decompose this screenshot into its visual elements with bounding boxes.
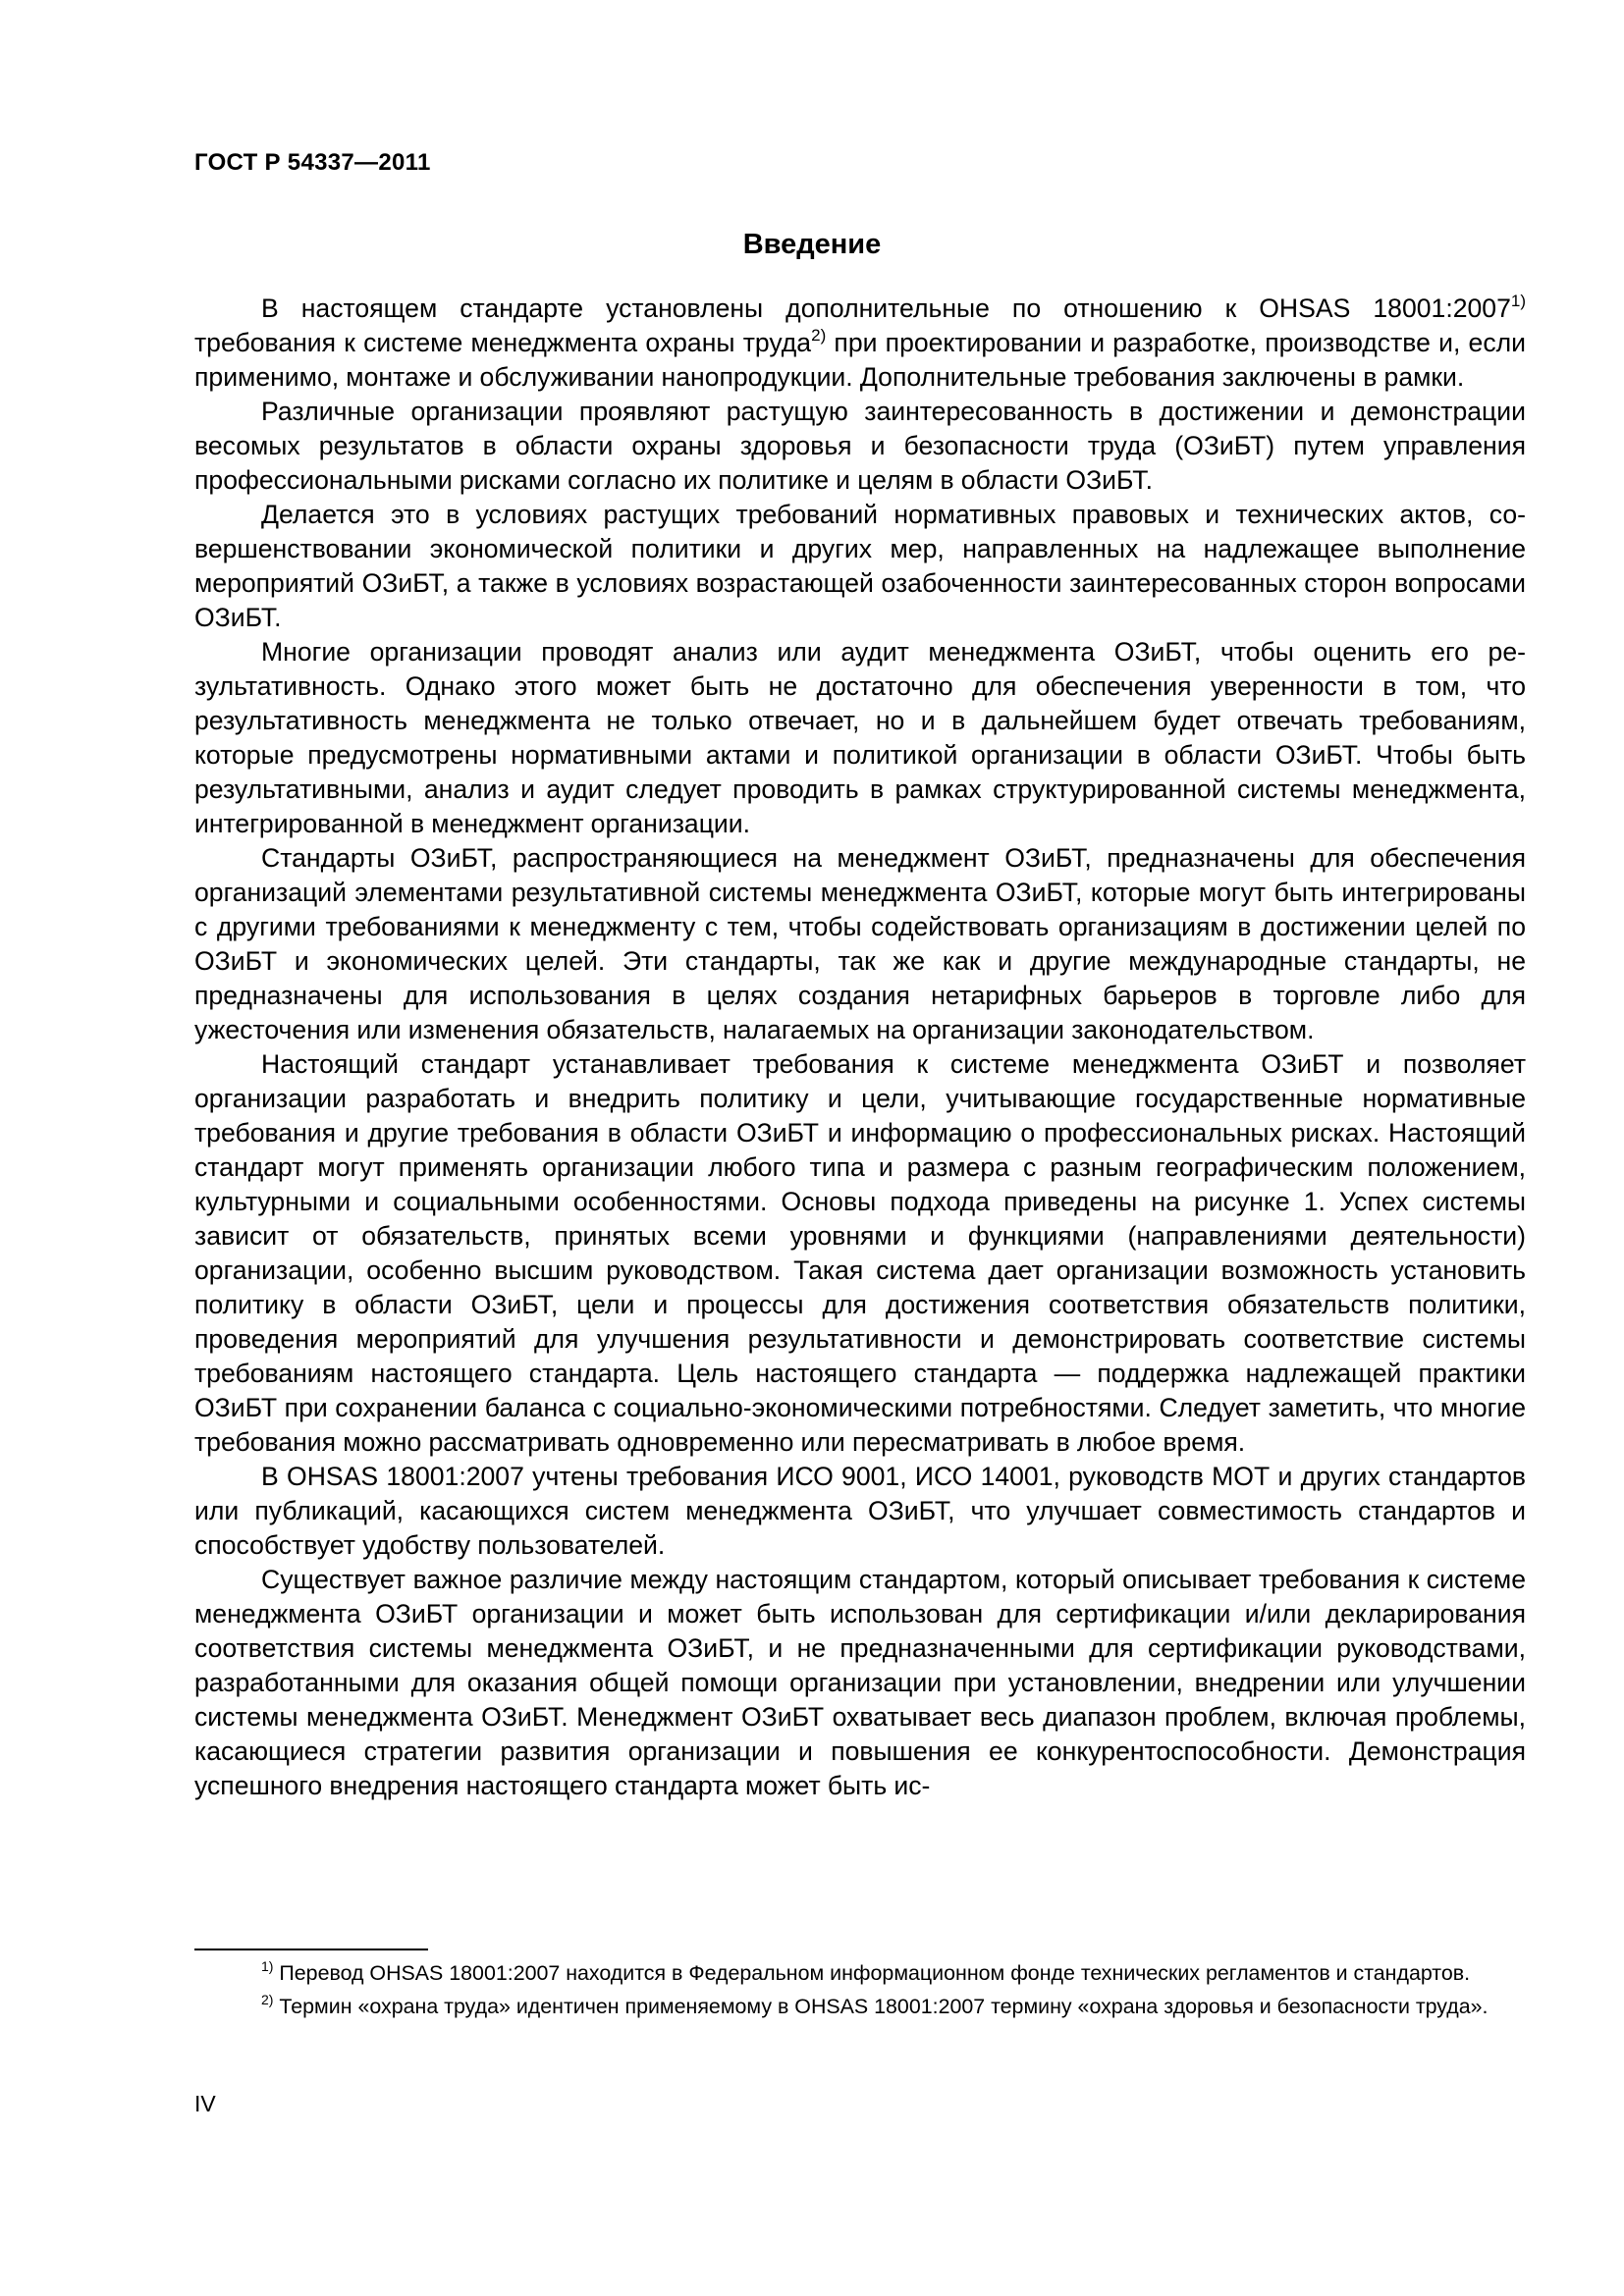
document-code-header: ГОСТ Р 54337—2011 xyxy=(194,149,431,176)
footnote-ref-2: 2) xyxy=(811,326,827,345)
footnote-ref-1: 1) xyxy=(1510,292,1526,310)
paragraph-4: Многие организации проводят анализ или аудит менеджмента ОЗиБТ, чтобы оценить его результативность. Однако этого может быть не достаточно для обеспечения уверенности в том, что результативность менеджмента не только отвечает, но и в дальнейшем будет отвечать требованиям, которые предусмотрены нормативными актами и политикой организации в области ОЗиБТ. Чтобы быть результативными, анализ и аудит следует проводить в рамках структурированной системы менеджмента, интегрированной в менеджмент организации. xyxy=(194,637,1526,838)
paragraph-6: Настоящий стандарт устанавливает требования к системе менеджмента ОЗиБТ и позволяет организации разработать и внедрить политику и цели, учитывающие государственные нормативные требования и другие требования в области ОЗиБТ и информацию о профессиональных рисках. Настоящий стандарт могут применять организации любого типа и размера с разным географическим положением, культурными и социальными особенностями. Основы подхода приведены на рисунке 1. Успех системы зависит от обязательств, принятых всеми уровнями и функциями (направлениями деятельности) организации, особенно высшим руководством. Такая система дает организации возможность установить политику в области ОЗиБТ, цели и процессы для достижения соответствия обязательств политики, проведения мероприятий для улучшения результативности и демонстрировать соответствие системы требованиям настоящего стандарта. Цель настоящего стандарта — поддержка надлежащей практики ОЗиБТ при сохранении баланса с социально-экономическими потребностями. Следует заметить, что многие требования можно рассматривать одновременно или пересматривать в любое время. xyxy=(194,1049,1526,1457)
footnote-1: $^{1)}$ Перевод OHSAS 18001:2007 находится в Федеральном информационном фонде технических регламентов и стандартов. xyxy=(261,1958,1471,1985)
footnote-marker: 2) xyxy=(261,1992,274,2007)
footnote-divider xyxy=(194,1949,428,1950)
footnote-2: $^{2)}$ Термин «охрана труда» идентичен применяемому в OHSAS 18001:2007 термину «охрана здоровья и безопасности труда». xyxy=(261,1992,1489,2018)
document-body xyxy=(194,292,1526,1803)
footnotes xyxy=(194,1959,1526,2026)
paragraph-5: Стандарты ОЗиБТ, распространяющиеся на менеджмент ОЗиБТ, предназначены для обеспечения организаций элементами результативной системы менеджмента ОЗиБТ, которые могут быть интегрированы с другими требованиями к менеджменту с тем, чтобы содействовать организациям в достижении целей по ОЗиБТ и экономических целей. Эти стандарты, так же как и другие международные стандарты, не предназначены для использования в целях создания нетарифных барьеров в торговле либо для ужесточения или изменения обязательств, налагаемых на организации законодательством. xyxy=(194,843,1526,1044)
paragraph-1: В настоящем стандарте установлены дополнительные по отношению к OHSAS 18001:2007$^{1)}$ требования к системе менеджмента охраны труда$^{2)}$ при проектировании и разработке, производстве и, если применимо, монтаже и обслуживании нанопродукции. Дополнительные требования заключены в рамки. xyxy=(194,292,1526,392)
paragraph-7: В OHSAS 18001:2007 учтены требования ИСО 9001, ИСО 14001, руководств МОТ и других стандартов или публикаций, касающихся систем менеджмента ОЗиБТ, что улучшает совместимость стандартов и способствует удобству пользователей. xyxy=(194,1462,1526,1560)
paragraph-3: Делается это в условиях растущих требований нормативных правовых и технических актов, совершенствовании экономической политики и других мер, направленных на надлежащее выполнение мероприятий ОЗиБТ, а также в условиях возрастающей озабоченности заинтересованных сторон вопросами ОЗиБТ. xyxy=(194,500,1526,632)
paragraph-2: Различные организации проявляют растущую заинтересованность в достижении и демонстрации весомых результатов в области охраны здоровья и безопасности труда (ОЗиБТ) путем управления профессиональными рисками согласно их политике и целям в области ОЗиБТ. xyxy=(194,397,1526,495)
page-number: IV xyxy=(194,2091,216,2116)
paragraph-8: Существует важное различие между настоящим стандартом, который описывает требования к системе менеджмента ОЗиБТ организации и может быть использован для сертификации и/или декларирования соответствия системы менеджмента ОЗиБТ, и не предназначенными для сертификации руководствами, разработанными для оказания общей помощи организации при установлении, внедрении или улучшении системы менеджмента ОЗиБТ. Менеджмент ОЗиБТ охватывает весь диапазон проблем, включая проблемы, касающиеся стратегии развития организации и повышения ее конкурентоспособности. Демонстрация успешного внедрения настоящего стандарта может быть ис- xyxy=(194,1565,1526,1800)
footnote-marker: 1) xyxy=(261,1958,274,1974)
page-title: Введение xyxy=(742,229,882,260)
